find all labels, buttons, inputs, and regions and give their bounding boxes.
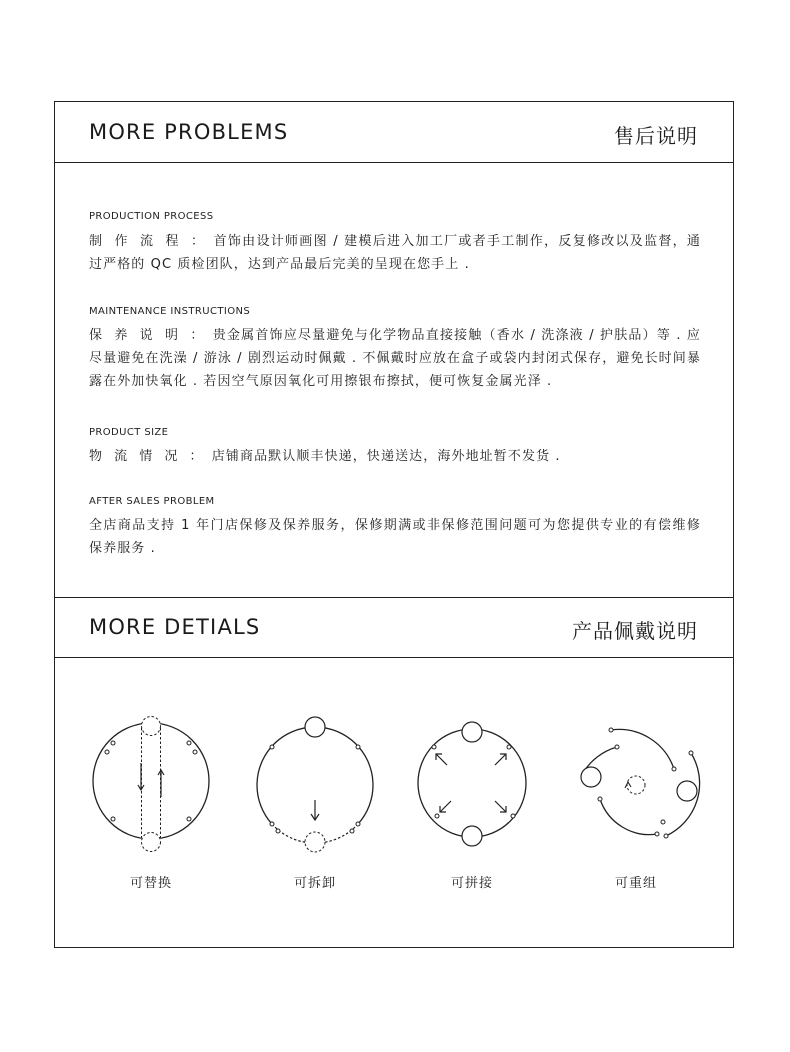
size-lead: 物 流 情 况 ： [89,449,207,464]
product-size-label: PRODUCT SIZE [89,427,169,438]
section-title-more-problems: MORE PROBLEMS [89,120,289,144]
production-body: 首饰由设计师画图 / 建模后进入加工厂或者手工制作，反复修改以及监督，通过严格的 QC 质检团队，达到产品最后完美的呈现在您手上 . [89,234,702,272]
after-sales-text: 全店商品支持 1 年门店保修及保养服务，保修期满或非保修范围问题可为您提供专业的有偿维修保养服务 . [89,518,701,556]
recombinable-label: 可重组 [614,876,657,891]
section-title-more-details: MORE DETIALS [89,615,261,639]
recombinable-icon [571,715,701,855]
replaceable-icon [86,715,216,855]
divider [54,657,734,658]
product-size-text [89,445,701,468]
production-lead: 制 作 流 程 ： [89,234,209,249]
maintenance-text [89,324,701,393]
section-title-wearing-guide: 产品佩戴说明 [572,619,698,643]
production-process-label: PRODUCTION PROCESS [89,211,214,222]
spliceable-icon [407,715,537,855]
detachable-label: 可拆卸 [293,876,336,891]
section-title-after-sales: 售后说明 [614,124,698,148]
detachable-icon [250,715,380,855]
divider [54,597,734,598]
size-body: 店铺商品默认顺丰快递，快递送达，海外地址暂不发货 . [211,449,561,464]
maintenance-label: MAINTENANCE INSTRUCTIONS [89,306,251,317]
replaceable-label: 可替换 [129,876,172,891]
maintenance-lead: 保 养 说 明 ： [89,328,208,343]
divider [54,162,734,163]
maintenance-body: 贵金属首饰应尽量避免与化学物品直接接触（香水 / 洗涤液 / 护肤品）等 . 应尽量避免在洗澡 / 游泳 / 剧烈运动时佩戴 . 不佩戴时应放在盒子或袋内封闭式保存，避免长时间暴露在外加快氧化 . 若因空气原因氧化可用擦银布擦拭，便可恢复金属光泽 . [89,328,702,389]
spliceable-label: 可拼接 [450,876,493,891]
production-process-text [89,230,701,276]
after-sales-label: AFTER SALES PROBLEM [89,496,215,507]
